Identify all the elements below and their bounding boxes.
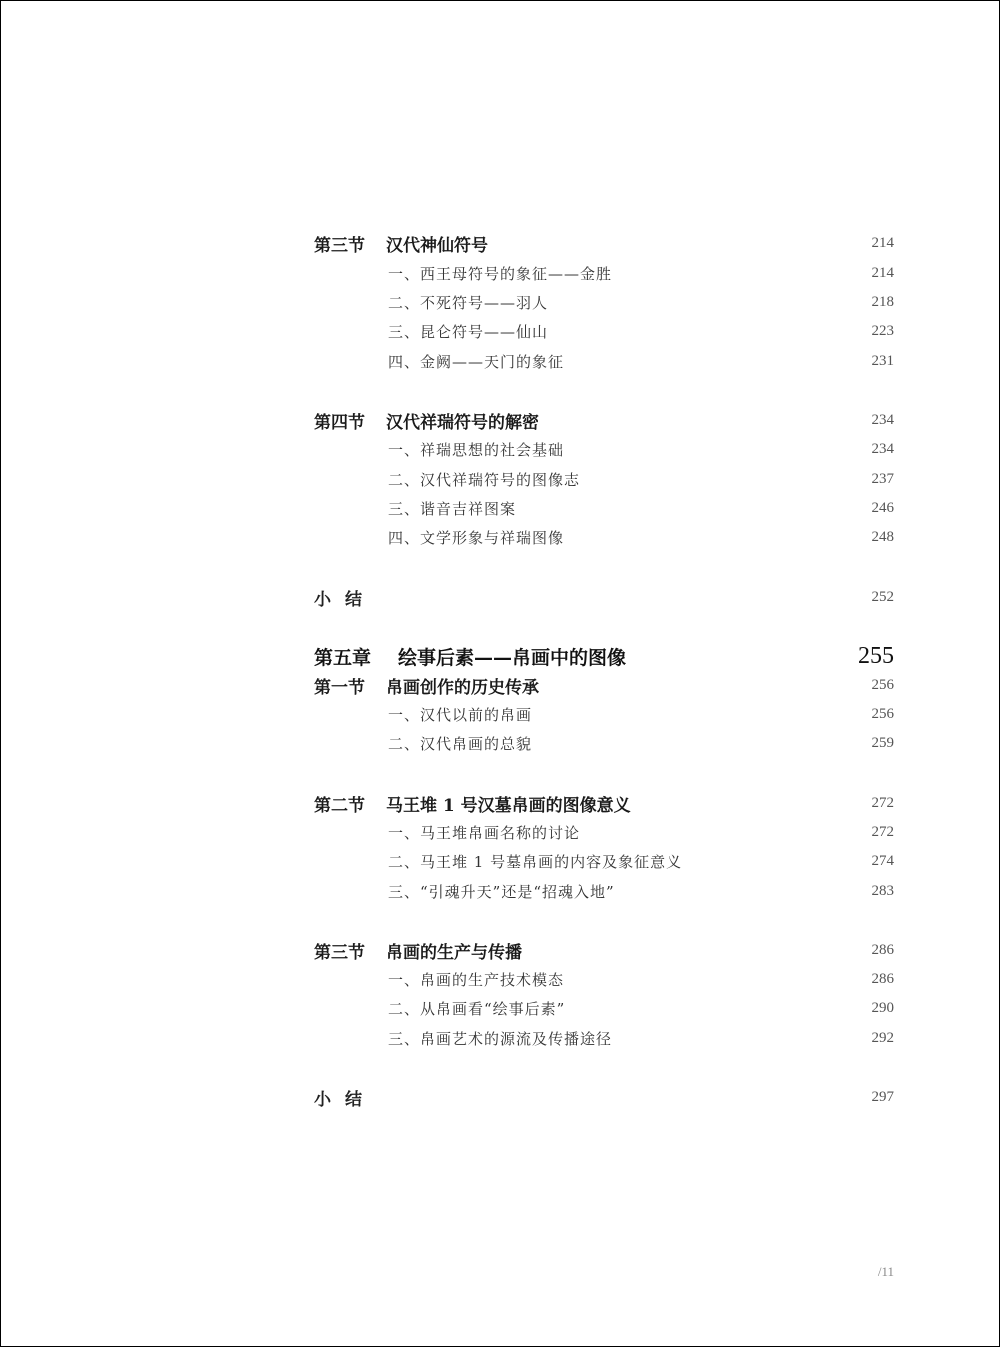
toc-item-entry[interactable] [314,728,894,758]
toc-section-entry[interactable] [314,935,894,965]
page-number: 256 [871,676,894,693]
section-number: 第三节 [314,942,365,963]
item-title: 一、西王母符号的象征——金胜 [388,264,613,283]
section-title: 汉代祥瑞符号的解密 [386,412,539,433]
page-number: 234 [871,440,894,457]
toc-section-entry[interactable] [314,228,894,258]
page-number: 255 [858,642,894,669]
item-title: 一、马王堆帛画名称的讨论 [388,823,581,842]
toc-summary-entry[interactable] [314,1082,894,1112]
toc-item-entry[interactable] [314,464,894,494]
toc-item-entry[interactable] [314,346,894,376]
section-number: 第三节 [314,235,365,256]
item-title: 一、帛画的生产技术模态 [388,970,565,989]
section-label [314,791,631,816]
page-number: 272 [871,794,894,811]
item-title: 四、文学形象与祥瑞图像 [388,528,565,547]
summary-title: 小结 [314,589,376,610]
page-number: 292 [871,1029,894,1046]
item-title: 二、马王堆 1 号墓帛画的内容及象征意义 [388,852,683,871]
page-number: 214 [871,264,894,281]
item-title: 一、祥瑞思想的社会基础 [388,440,565,459]
section-title: 马王堆 1 号汉墓帛画的图像意义 [386,795,631,816]
page-number: 248 [871,528,894,545]
toc-item-entry[interactable] [314,316,894,346]
toc-item-entry[interactable] [314,258,894,288]
summary-title: 小结 [314,1089,376,1110]
item-title: 四、金阙——天门的象征 [388,352,565,371]
page-number: 223 [871,322,894,339]
page-number: 218 [871,293,894,310]
toc-item-entry[interactable] [314,493,894,523]
chapter-number: 第五章 [314,646,372,669]
item-title: 三、谐音吉祥图案 [388,499,517,518]
section-title: 汉代神仙符号 [386,235,488,256]
section-title: 帛画的生产与传播 [386,942,522,963]
chapter-label [314,643,626,670]
page-number: 214 [871,234,894,251]
page-number: 259 [871,734,894,751]
page-number: 283 [871,882,894,899]
toc-item-entry[interactable] [314,522,894,552]
item-title: 三、昆仑符号——仙山 [388,322,549,341]
toc-item-entry[interactable] [314,846,894,876]
page-number: 234 [871,411,894,428]
toc-section-entry[interactable] [314,788,894,818]
toc-item-entry[interactable] [314,287,894,317]
toc-summary-entry[interactable] [314,582,894,612]
page-number: 290 [871,999,894,1016]
page-number: 286 [871,941,894,958]
chapter-title: 绘事后素——帛画中的图像 [398,646,627,669]
section-number: 第四节 [314,412,365,433]
page-number: 231 [871,352,894,369]
section-title: 帛画创作的历史传承 [386,677,539,698]
toc-section-entry[interactable] [314,670,894,700]
toc-chapter-entry[interactable] [314,641,894,671]
item-title: 一、汉代以前的帛画 [388,705,533,724]
folio-page-number: /11 [877,1264,894,1279]
section-label [314,408,539,433]
item-title: 二、不死符号——羽人 [388,293,549,312]
page-number: 274 [871,852,894,869]
toc-item-entry[interactable] [314,699,894,729]
page-number: 246 [871,499,894,516]
section-label [314,938,522,963]
page-number: 237 [871,470,894,487]
page-number: 252 [871,588,894,605]
toc-item-entry[interactable] [314,434,894,464]
item-title: 三、帛画艺术的源流及传播途径 [388,1029,613,1048]
toc-item-entry[interactable] [314,993,894,1023]
section-label [314,231,488,256]
page-number: 286 [871,970,894,987]
item-title: 三、“引魂升天”还是“招魂入地” [388,882,615,901]
item-title: 二、汉代祥瑞符号的图像志 [388,470,581,489]
page-number: 256 [871,705,894,722]
toc-item-entry[interactable] [314,817,894,847]
toc-item-entry[interactable] [314,876,894,906]
section-number: 第一节 [314,677,365,698]
section-label [314,673,539,698]
item-title: 二、汉代帛画的总貌 [388,734,533,753]
item-title: 二、从帛画看“绘事后素” [388,999,566,1018]
toc-item-entry[interactable] [314,964,894,994]
section-number: 第二节 [314,795,365,816]
toc-section-entry[interactable] [314,405,894,435]
page-number: 272 [871,823,894,840]
toc-item-entry[interactable] [314,1023,894,1053]
page-number: 297 [871,1088,894,1105]
